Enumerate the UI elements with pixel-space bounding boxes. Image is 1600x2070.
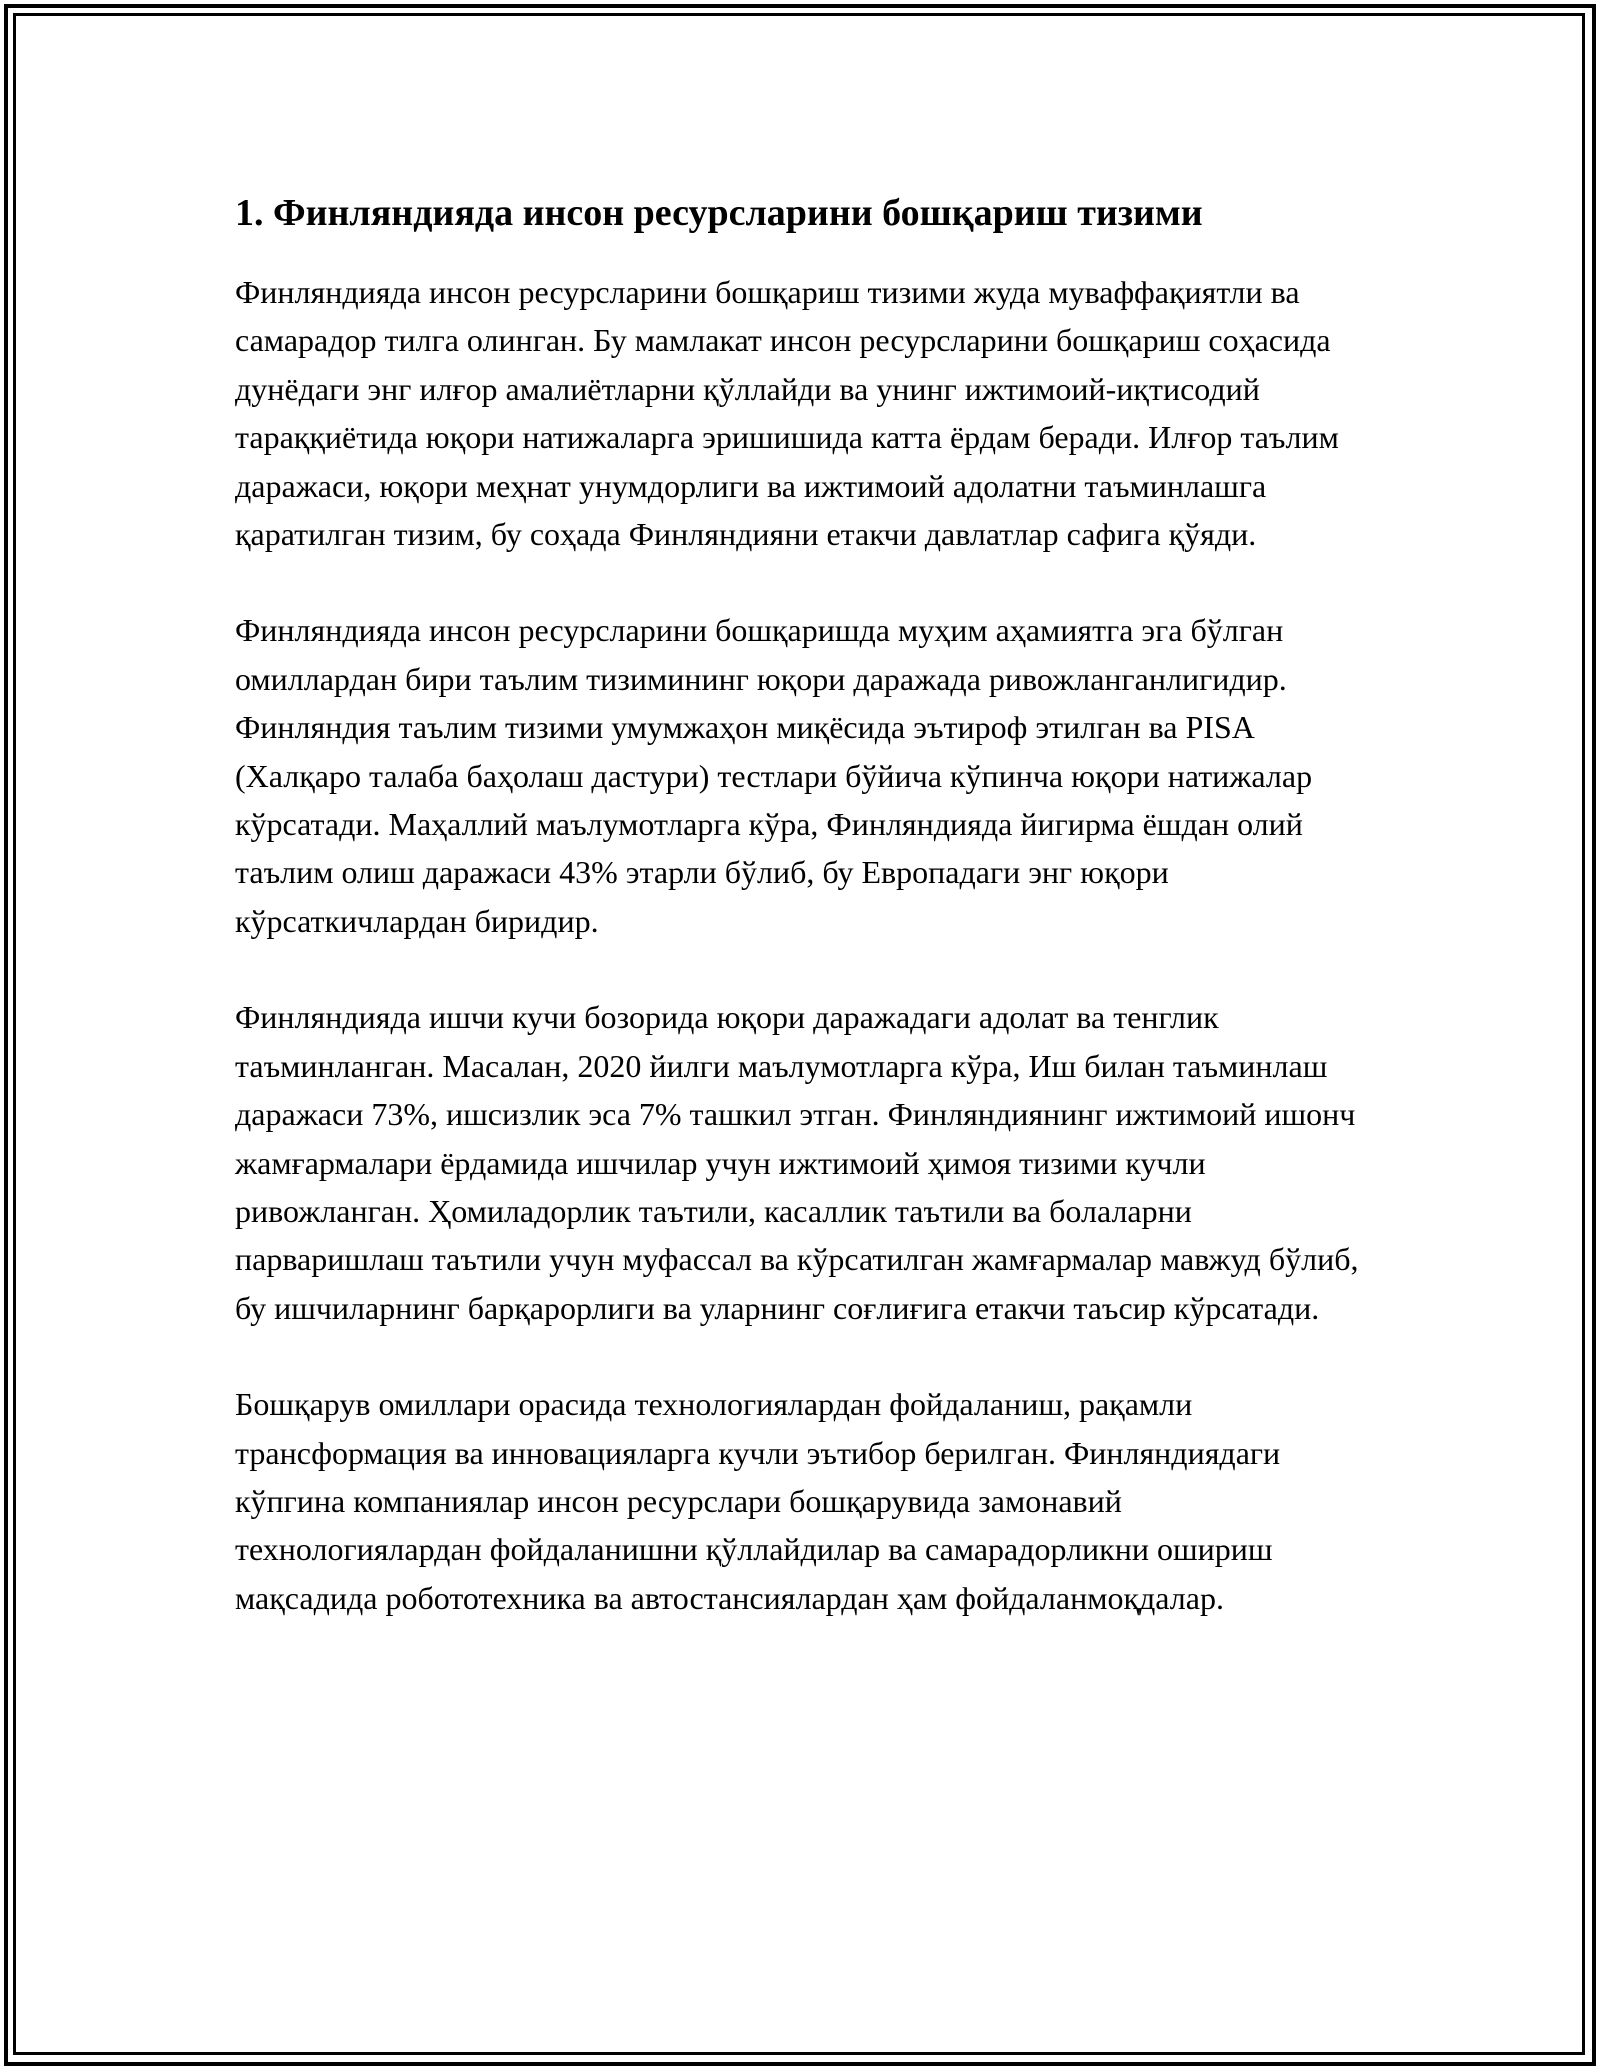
section-heading: 1. Финляндияда инсон ресурсларини бошқариш тизими [235,192,1203,234]
paragraph-2: Финляндияда инсон ресурсларини бошқаришда муҳим аҳамиятга эга бўлган омиллардан бири таълим тизимининг юқори даражада ривожланганлигидир. Финляндия таълим тизими умумжаҳон миқёсида эътироф этилган ва PISA (Халқаро талаба баҳолаш дастури) тестлари бўйича кўпинча юқори натижалар кўрсатади. Маҳаллий маълумотларга кўра, Финляндияда йигирма ёшдан олий таълим олиш даражаси 43% этарли бўлиб, бу Европадаги энг юқори кўрсаткичлардан биридир. [235,612,1313,939]
paragraph-3: Финляндияда ишчи кучи бозорида юқори даражадаги адолат ва тенглик таъминланган. Масалан, 2020 йилги маълумотларга кўра, Иш билан таъминлаш даражаси 73%, ишсизлик эса 7% ташкил этган. Финляндиянинг ижтимоий ишонч жамғармалари ёрдамида ишчилар учун ижтимоий ҳимоя тизими кучли ривожланган. Ҳомиладорлик таътили, касаллик таътили ва болаларни парваришлаш таътили учун муфассал ва кўрсатилган жамғармалар мавжуд бўлиб, бу ишчиларнинг барқарорлиги ва уларнинг соғлиғига етакчи таъсир кўрсатади. [235,999,1359,1326]
paragraph-4: Бошқарув омиллари орасида технологиялардан фойдаланиш, рақамли трансформация ва инновацияларга кучли эътибор берилган. Финляндиядаги кўпгина компаниялар инсон ресурслари бошқарувида замонавий технологиялардан фойдаланишни қўллайдилар ва самарадорликни ошириш мақсадида робототехника ва автостансиялардан ҳам фойдаланмоқдалар. [235,1386,1281,1616]
paragraph-1: Финляндияда инсон ресурсларини бошқариш тизими жуда муваффақиятли ва самарадор тилга олинган. Бу мамлакат инсон ресурсларини бошқариш соҳасида дунёдаги энг илғор амалиётларни қўллайди ва унинг ижтимоий-иқтисодий тараққиётида юқори натижаларга эришишида катта ёрдам беради. Илғор таълим даражаси, юқори меҳнат унумдорлиги ва ижтимоий адолатни таъминлашга қаратилган тизим, бу соҳада Финляндияни етакчи давлатлар сафига қўяди. [235,274,1339,553]
document-body [235,188,1375,1670]
